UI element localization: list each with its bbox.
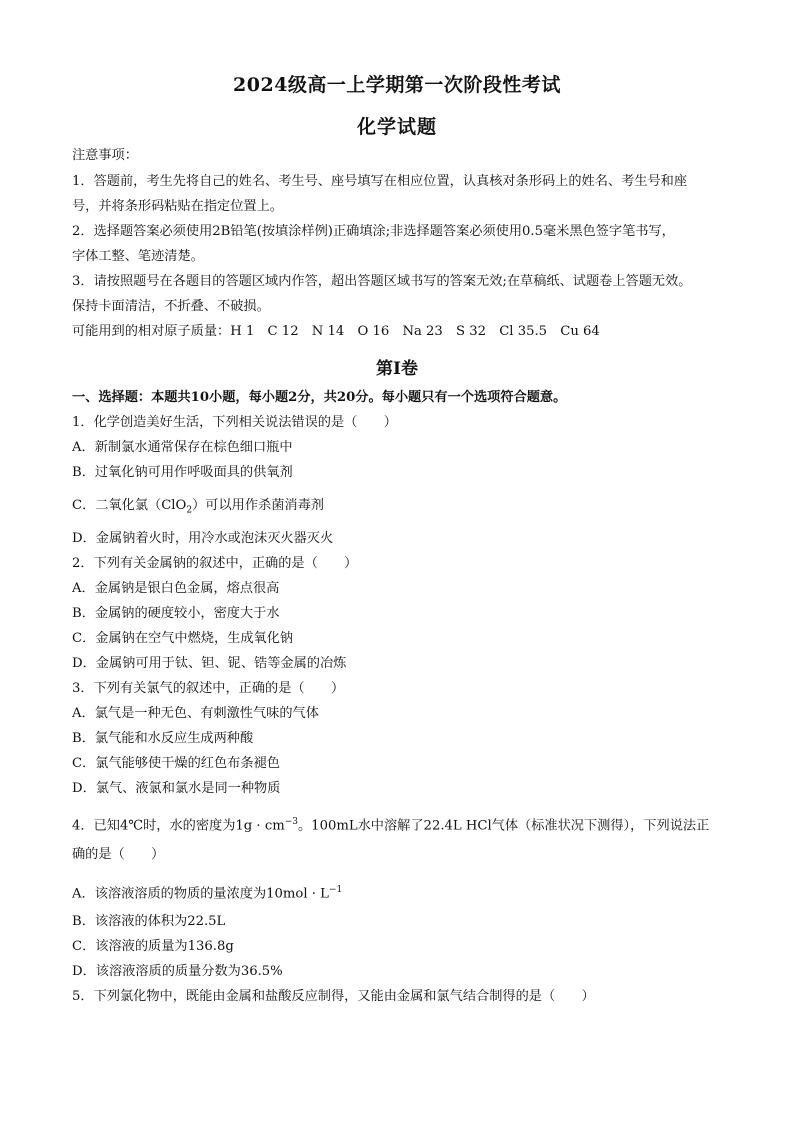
note-3-line-1: 3．请按照题号在各题目的答题区域内作答，超出答题区域书写的答案无效;在草稿纸、试题卷上答题无效。	[72, 274, 692, 289]
q4-stem-superscript: −3	[284, 817, 298, 827]
q1-option-d: D．金属钠着火时，用冷水或泡沫灭火器灭火	[72, 531, 334, 546]
q5-stem: 5．下列氯化物中，既能由金属和盐酸反应制得，又能由金属和氯气结合制得的是（ ）	[72, 989, 595, 1004]
q2-stem: 2．下列有关金属钠的叙述中，正确的是（ ）	[72, 556, 358, 571]
note-2-line-1: 2．选择题答案必须使用2B铅笔(按填涂样例)正确填涂;非选择题答案必须使用0.5毫米黑色签字笔书写，	[72, 224, 675, 239]
q1-option-c	[72, 496, 732, 521]
q1-option-c-subscript: 2	[186, 505, 193, 516]
q1-option-b: B．过氧化钠可用作呼吸面具的供氧剂	[72, 465, 293, 480]
volume-title: 第Ⅰ卷	[376, 359, 418, 379]
q4-option-d: D．该溶液溶质的质量分数为36.5%	[72, 964, 283, 979]
q4-stem	[72, 812, 732, 836]
q3-option-b: B．氯气能和水反应生成两种酸	[72, 731, 254, 746]
section-instruction: 一、选择题：本题共10小题，每小题2分，共20分。每小题只有一个选项符合题意。	[72, 390, 567, 405]
q2-option-a: A．金属钠是银白色金属，熔点很高	[72, 581, 280, 596]
q1-option-a: A．新制氯水通常保存在棕色细口瓶中	[72, 440, 293, 455]
q3-option-c: C．氯气能够使干燥的红色布条褪色	[72, 756, 280, 771]
q4-stem-text: 4．已知4℃时，水的密度为1g · cm	[72, 818, 285, 834]
q4-option-b: B．该溶液的体积为22.5L	[72, 914, 226, 929]
q3-option-a: A．氯气是一种无色、有刺激性气味的气体	[72, 706, 319, 721]
q4-option-a-superscript: −1	[328, 885, 343, 895]
q1-option-c-text: C．二氧化氯（ClO	[72, 498, 187, 513]
q4-option-a-text: A．该溶液溶质的物质的量浓度为10mol · L	[72, 886, 329, 902]
q4-option-c: C．该溶液的质量为136.8g	[72, 939, 234, 954]
q1-option-c-text-end: ）可以用作杀菌消毒剂	[192, 498, 324, 513]
subject-title: 化学试题	[356, 116, 437, 138]
q4-option-a	[72, 880, 732, 904]
q2-option-b: B．金属钠的硬度较小，密度大于水	[72, 606, 280, 621]
note-3-line-2: 保持卡面清洁，不折叠、不破损。	[72, 299, 270, 314]
q2-option-d: D．金属钠可用于钛、钽、铌、锆等金属的冶炼	[72, 656, 347, 671]
atomic-masses: 可能用到的相对原子质量：H 1 C 12 N 14 O 16 Na 23 S 32 Cl 35.5 Cu 64	[72, 324, 600, 339]
exam-title: 2024级高一上学期第一次阶段性考试	[233, 74, 561, 96]
q3-option-d: D．氯气、液氯和氯水是同一种物质	[72, 781, 281, 796]
note-2-line-2: 字体工整、笔迹清楚。	[72, 249, 204, 264]
q4-stem-line-2: 确的是（ ）	[72, 847, 165, 862]
q4-stem-text-end: 。100mL水中溶解了22.4L HCl气体（标准状况下测得），下列说法正	[298, 818, 710, 834]
note-1-line-2: 号，并将条形码粘贴在指定位置上。	[72, 199, 283, 214]
q1-stem: 1．化学创造美好生活，下列相关说法错误的是（ ）	[72, 415, 397, 430]
notes-heading: 注意事项：	[72, 148, 138, 163]
q3-stem: 3．下列有关氯气的叙述中，正确的是（ ）	[72, 681, 345, 696]
note-1-line-1: 1．答题前，考生先将自己的姓名、考生号、座号填写在相应位置，认真核对条形码上的姓名、考生号和座	[72, 174, 688, 189]
q2-option-c: C．金属钠在空气中燃烧，生成氧化钠	[72, 631, 294, 646]
